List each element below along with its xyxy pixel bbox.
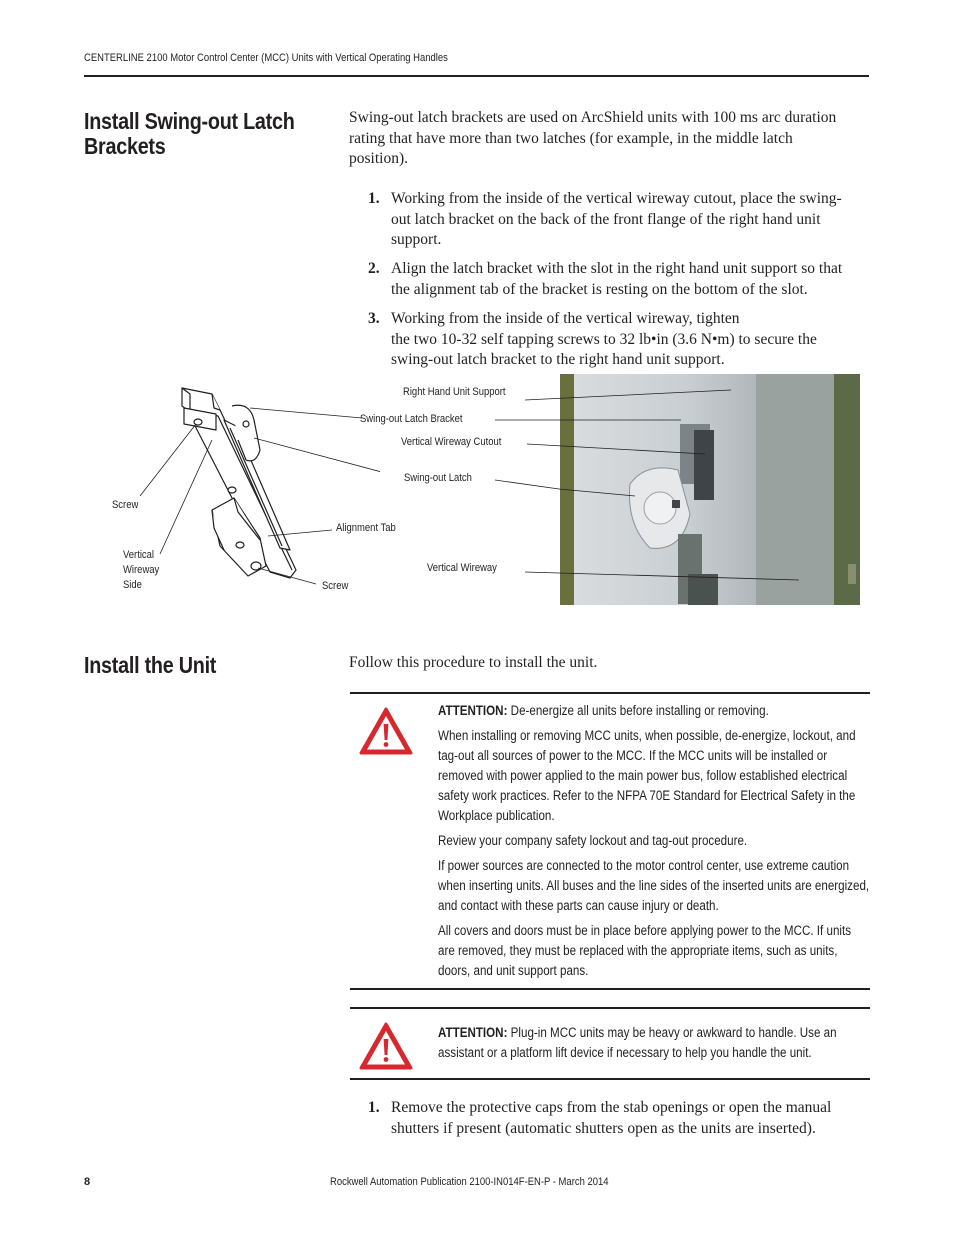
label-swing-out-latch-bracket: Swing-out Latch Bracket (360, 413, 463, 425)
section1-intro: Swing-out latch brackets are used on ArcShield units with 100 ms arc duration rating that have more than two latches (for example, in the middle latch position). (349, 109, 837, 168)
attention-text-1: ATTENTION: De-energize all units before installing or removing. When installing or removing MCC units, when possible, de-energize, lockout, and tag-out all sources of power to the MCC. If the MCC units will be installed or removed with power applied to the main power bus, follow established electrical safety work practices. Refer to the NFPA 70E Standard for Electrical Safety in the Workplace publication. Review your company safety lockout and tag-out procedure. If power sources are connected to the motor control center, use extreme caution when inserting units. All buses and the line sides of the inserted units are energized, and contact with these parts can cause injury or death. All covers and doors must be in place before applying power to the MCC. If units are removed, they must be replaced with the appropriate items, such as units, doors, and unit support pans. (438, 703, 870, 978)
section-heading-swing-out-latch: Install Swing-out Latch Brackets (84, 108, 295, 159)
label-alignment-tab: Alignment Tab (336, 522, 396, 534)
warning-triangle-icon (358, 1021, 414, 1071)
label-screw-left: Screw (112, 499, 139, 511)
running-header: CENTERLINE 2100 Motor Control Center (MCC) Units with Vertical Operating Handles (84, 52, 448, 64)
label-vertical-wireway-side: Vertical Wireway Side (123, 549, 160, 591)
label-right-hand-unit-support: Right Hand Unit Support (403, 386, 506, 398)
attention-box-de-energize (350, 692, 870, 990)
label-vertical-wireway: Vertical Wireway (427, 562, 497, 574)
label-vertical-wireway-cutout: Vertical Wireway Cutout (401, 436, 502, 448)
section-heading-install-unit: Install the Unit (84, 652, 217, 678)
label-screw-bottom: Screw (322, 580, 349, 592)
header-rule (84, 75, 869, 77)
attention-box-heavy-units (350, 1007, 870, 1080)
warning-triangle-icon (358, 706, 414, 756)
photo-leader-lines (495, 380, 805, 590)
publication-footer: Rockwell Automation Publication 2100-IN014F-EN-P - March 2014 (330, 1176, 609, 1188)
attention-text-2: ATTENTION: Plug-in MCC units may be heavy or awkward to handle. Use an assistant or a platform lift device if necessary to help you handle the unit. (438, 1025, 837, 1060)
page-number: 8 (84, 1176, 91, 1188)
section2-intro: Follow this procedure to install the unit. (349, 654, 598, 671)
label-swing-out-latch: Swing-out Latch (404, 472, 472, 484)
